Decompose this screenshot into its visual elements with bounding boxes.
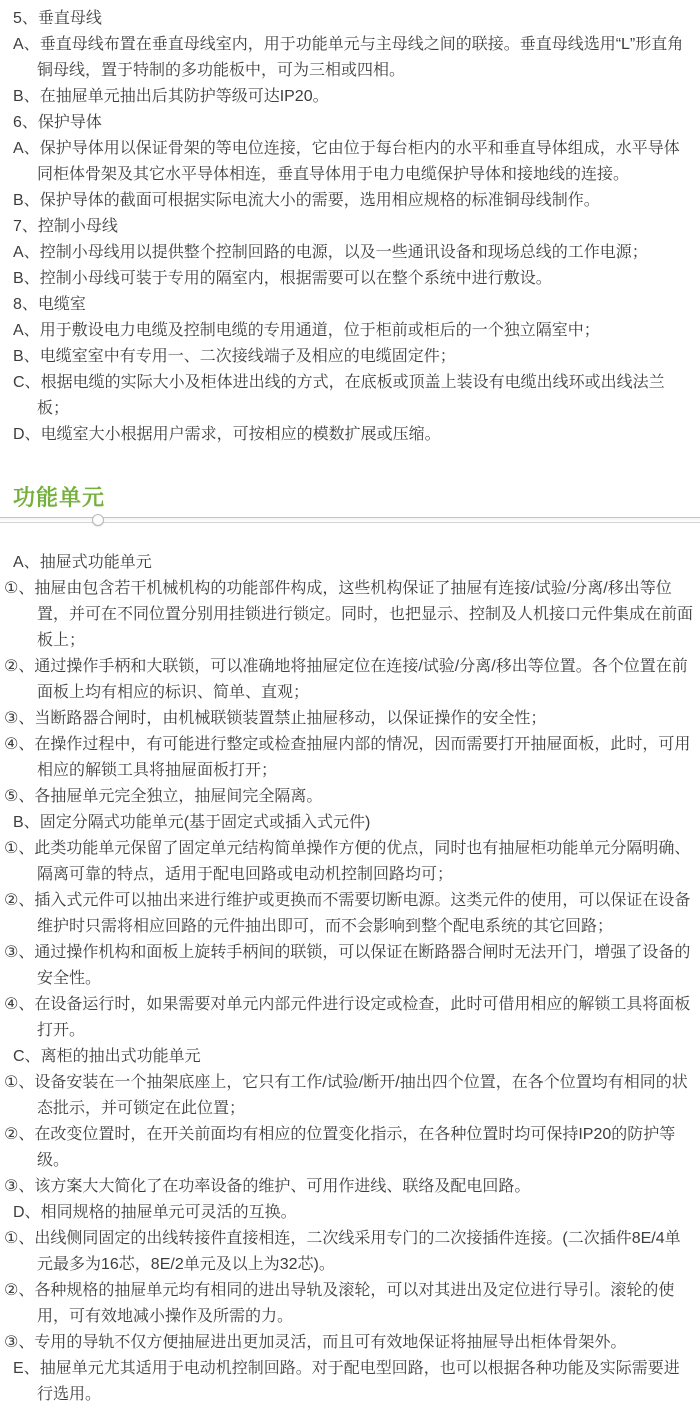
divider-knob-icon bbox=[92, 514, 104, 526]
item-label: ③、 bbox=[4, 1178, 35, 1195]
item-text: 抽屉式功能单元 bbox=[39, 554, 152, 571]
item-label: B、 bbox=[13, 192, 40, 209]
item-text: 各种规格的抽屉单元均有相同的进出导轨及滚轮，可以对其进出及定位进行导引。滚轮的使用，可有效地减小操作及所需的力。 bbox=[34, 1282, 675, 1325]
item-text: 垂直母线布置在垂直母线室内，用于功能单元与主母线之间的联接。垂直母线选用“L”形直角铜母线，置于特制的多功能板中，可为三相或四相。 bbox=[37, 36, 684, 79]
list-item bbox=[13, 1356, 694, 1408]
item-label: ①、 bbox=[4, 580, 35, 597]
item-text: 在设备运行时，如果需要对单元内部元件进行设定或检查，此时可借用相应的解锁工具将面板打开。 bbox=[34, 996, 691, 1039]
list-item bbox=[13, 188, 694, 214]
list-item bbox=[4, 888, 694, 940]
item-label: C、 bbox=[13, 1048, 41, 1065]
item-label: D、 bbox=[13, 1204, 41, 1221]
section-divider bbox=[0, 517, 700, 523]
list-item bbox=[13, 1044, 694, 1070]
item-text: 垂直母线 bbox=[37, 10, 102, 27]
item-text: 在抽屉单元抽出后其防护等级可达IP20。 bbox=[39, 88, 329, 105]
item-label: A、 bbox=[13, 36, 40, 53]
item-text: 相同规格的抽屉单元可灵活的互换。 bbox=[40, 1204, 297, 1221]
item-text: 各抽屉单元完全独立，抽屉间完全隔离。 bbox=[34, 788, 323, 805]
item-label: ④、 bbox=[4, 736, 35, 753]
list-item bbox=[4, 784, 694, 810]
item-text: 通过操作手柄和大联锁，可以准确地将抽屉定位在连接/试验/分离/移出等位置。各个位置在前面板上均有相应的标识、简单、直观； bbox=[34, 658, 688, 701]
item-text: 用于敷设电力电缆及控制电缆的专用通道，位于柜前或柜后的一个独立隔室中； bbox=[39, 322, 600, 339]
list-item bbox=[13, 32, 694, 84]
list-item bbox=[4, 940, 694, 992]
list-item bbox=[4, 1330, 694, 1356]
item-text: 离柜的抽出式功能单元 bbox=[40, 1048, 201, 1065]
item-label: ③、 bbox=[4, 710, 35, 727]
item-label: ③、 bbox=[4, 1334, 35, 1351]
item-label: ①、 bbox=[4, 1230, 35, 1247]
list-item bbox=[13, 810, 694, 836]
list-item bbox=[4, 1278, 694, 1330]
item-text: 该方案大大简化了在功率设备的维护、可用作进线、联络及配电回路。 bbox=[34, 1178, 531, 1195]
item-label: 6、 bbox=[13, 114, 38, 131]
list-item bbox=[13, 214, 694, 240]
item-label: 8、 bbox=[13, 296, 38, 313]
list-item bbox=[13, 266, 694, 292]
list-item bbox=[4, 1070, 694, 1122]
item-label: D、 bbox=[13, 426, 41, 443]
list-item bbox=[13, 1200, 694, 1226]
list-item bbox=[4, 732, 694, 784]
item-label: A、 bbox=[13, 244, 40, 261]
item-label: ③、 bbox=[4, 944, 35, 961]
list-item bbox=[13, 370, 694, 422]
list-item bbox=[13, 110, 694, 136]
list-item bbox=[4, 654, 694, 706]
list-item bbox=[13, 292, 694, 318]
list-item bbox=[4, 576, 694, 654]
item-text: 通过操作机构和面板上旋转手柄间的联锁，可以保证在断路器合闸时无法开门，增强了设备的安全性。 bbox=[34, 944, 691, 987]
item-text: 控制小母线 bbox=[37, 218, 118, 235]
item-label: 5、 bbox=[13, 10, 38, 27]
list-item bbox=[4, 1174, 694, 1200]
list-item bbox=[4, 706, 694, 732]
item-label: ②、 bbox=[4, 1126, 35, 1143]
item-label: B、 bbox=[13, 348, 40, 365]
item-text: 固定分隔式功能单元(基于固定式或插入式元件) bbox=[39, 814, 371, 831]
item-text: 控制小母线用以提供整个控制回路的电源，以及一些通讯设备和现场总线的工作电源； bbox=[39, 244, 648, 261]
item-label: B、 bbox=[13, 270, 40, 287]
list-item bbox=[13, 422, 694, 448]
section-title: 功能单元 bbox=[13, 485, 106, 510]
item-text: 电缆室大小根据用户需求，可按相应的模数扩展或压缩。 bbox=[40, 426, 441, 443]
section-header bbox=[0, 484, 700, 523]
item-text: 电缆室 bbox=[37, 296, 86, 313]
item-label: C、 bbox=[13, 374, 41, 391]
item-text: 出线侧同固定的出线转接件直接相连，二次线采用专门的二次接插件连接。(二次插件8E/4单元最多为16芯，8E/2单元及以上为32芯)。 bbox=[34, 1230, 681, 1273]
functional-unit-list bbox=[0, 550, 700, 1408]
list-item bbox=[13, 318, 694, 344]
item-text: 电缆室室中有专用一、二次接线端子及相应的电缆固定件； bbox=[39, 348, 456, 365]
list-item bbox=[13, 6, 694, 32]
item-label: ①、 bbox=[4, 840, 35, 857]
item-text: 设备安装在一个抽架底座上，它只有工作/试验/断开/抽出四个位置，在各个位置均有相同的状态批示，并可锁定在此位置； bbox=[34, 1074, 688, 1117]
list-item bbox=[13, 240, 694, 266]
spec-list-top bbox=[0, 6, 700, 448]
item-label: ②、 bbox=[4, 1282, 35, 1299]
item-text: 抽屉单元尤其适用于电动机控制回路。对于配电型回路，也可以根据各种功能及实际需要进行选用。 bbox=[37, 1360, 680, 1403]
item-text: 在改变位置时，在开关前面均有相应的位置变化指示，在各种位置时均可保持IP20的防护等级。 bbox=[34, 1126, 676, 1169]
item-text: 控制小母线可装于专用的隔室内，根据需要可以在整个系统中进行敷设。 bbox=[39, 270, 552, 287]
item-label: B、 bbox=[13, 88, 40, 105]
item-label: ⑤、 bbox=[4, 788, 35, 805]
list-item bbox=[4, 1122, 694, 1174]
item-label: ④、 bbox=[4, 996, 35, 1013]
item-label: A、 bbox=[13, 140, 40, 157]
item-label: B、 bbox=[13, 814, 40, 831]
list-item bbox=[13, 550, 694, 576]
item-label: ①、 bbox=[4, 1074, 35, 1091]
item-text: 此类功能单元保留了固定单元结构简单操作方便的优点，同时也有抽屉柜功能单元分隔明确、隔离可靠的特点，适用于配电回路或电动机控制回路均可； bbox=[34, 840, 691, 883]
item-label: A、 bbox=[13, 322, 40, 339]
item-text: 插入式元件可以抽出来进行维护或更换而不需要切断电源。这类元件的使用，可以保证在设备维护时只需将相应回路的元件抽出即可，而不会影响到整个配电系统的其它回路； bbox=[34, 892, 691, 935]
item-label: ②、 bbox=[4, 658, 35, 675]
item-text: 保护导体的截面可根据实际电流大小的需要，选用相应规格的标准铜母线制作。 bbox=[39, 192, 600, 209]
item-text: 保护导体 bbox=[37, 114, 102, 131]
list-item bbox=[4, 992, 694, 1044]
item-text: 抽屉由包含若干机械机构的功能部件构成，这些机构保证了抽屉有连接/试验/分离/移出等位置，并可在不同位置分别用挂锁进行锁定。同时，也把显示、控制及人机接口元件集成在前面板上； bbox=[34, 580, 694, 649]
list-item bbox=[4, 1226, 694, 1278]
list-item bbox=[13, 136, 694, 188]
list-item bbox=[13, 344, 694, 370]
list-item bbox=[13, 84, 694, 110]
item-text: 当断路器合闸时，由机械联锁装置禁止抽屉移动，以保证操作的安全性； bbox=[34, 710, 547, 727]
item-label: A、 bbox=[13, 554, 40, 571]
item-text: 根据电缆的实际大小及柜体进出线的方式，在底板或顶盖上装设有电缆出线环或出线法兰板； bbox=[37, 374, 665, 417]
item-text: 在操作过程中，有可能进行整定或检查抽屉内部的情况，因而需要打开抽屉面板，此时，可用相应的解锁工具将抽屉面板打开； bbox=[34, 736, 691, 779]
item-text: 专用的导轨不仅方便抽屉进出更加灵活，而且可有效地保证将抽屉导出柜体骨架外。 bbox=[34, 1334, 627, 1351]
item-label: E、 bbox=[13, 1360, 40, 1377]
item-text: 保护导体用以保证骨架的等电位连接，它由位于每台柜内的水平和垂直导体组成，水平导体同柜体骨架及其它水平导体相连，垂直导体用于电力电缆保护导体和接地线的连接。 bbox=[37, 140, 680, 183]
item-label: 7、 bbox=[13, 218, 38, 235]
list-item bbox=[4, 836, 694, 888]
item-label: ②、 bbox=[4, 892, 35, 909]
